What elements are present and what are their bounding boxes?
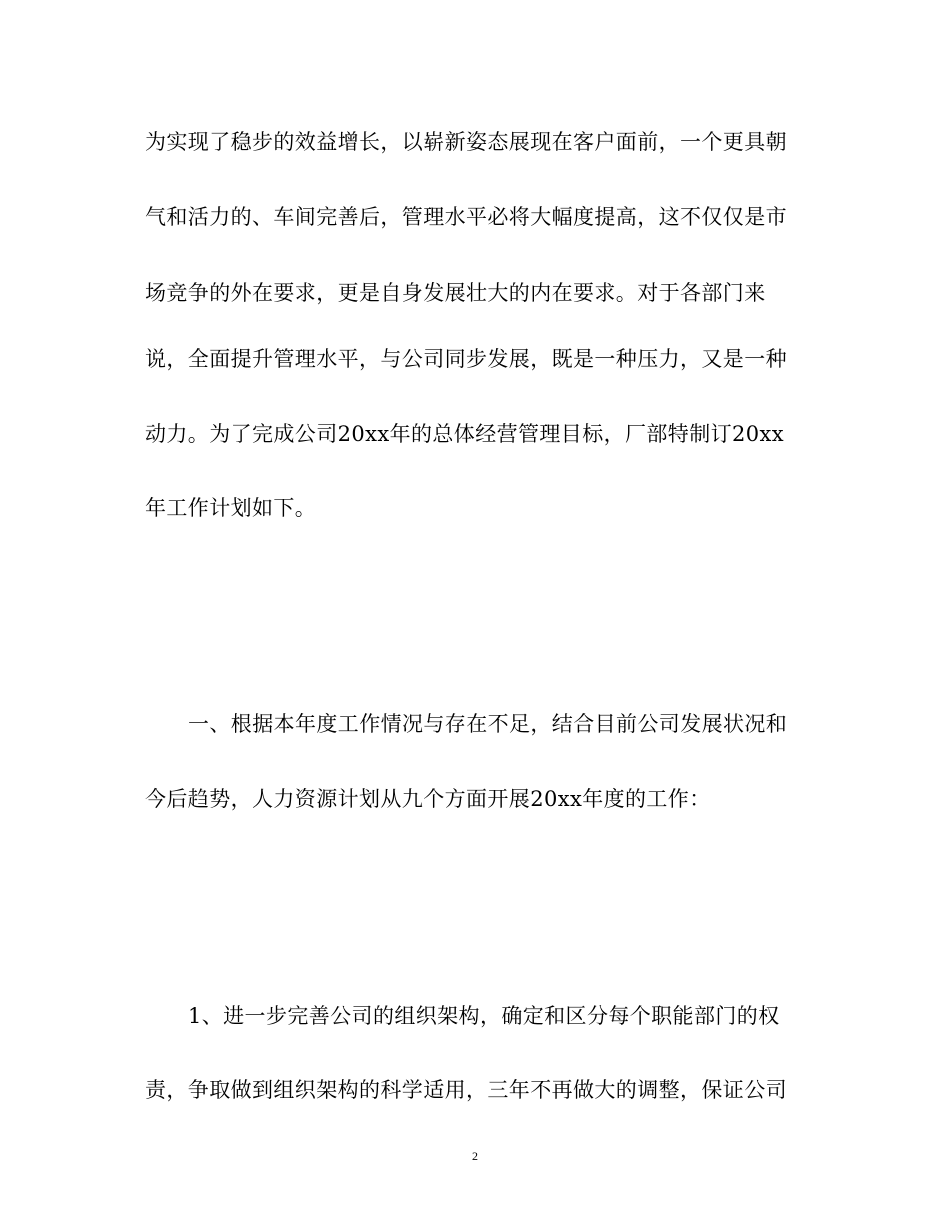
page-number: 2 [472, 1149, 478, 1163]
body-text-line: 动力。为了完成公司20xx年的总体经营管理目标，厂部特制订20xx [145, 422, 785, 446]
body-text-line: 为实现了稳步的效益增长，以崭新姿态展现在客户面前，一个更具朝 [145, 130, 787, 154]
body-text-line: 气和活力的、车间完善后，管理水平必将大幅度提高，这不仅仅是市 [145, 205, 787, 229]
body-text-line: 年工作计划如下。 [145, 496, 317, 520]
body-text-line: 说，全面提升管理水平，与公司同步发展，既是一种压力，又是一种 [145, 347, 787, 371]
body-text-line: 今后趋势，人力资源计划从九个方面开展20xx年度的工作： [145, 787, 711, 811]
body-text-line: 1、进一步完善公司的组织架构，确定和区分每个职能部门的权 [188, 1004, 780, 1028]
body-text-line: 一、根据本年度工作情况与存在不足，结合目前公司发展状况和 [188, 712, 788, 736]
body-text-line: 责，争取做到组织架构的科学适用，三年不再做大的调整，保证公司 [145, 1078, 787, 1102]
body-text-line: 场竞争的外在要求，更是自身发展壮大的内在要求。对于各部门来 [145, 281, 766, 305]
